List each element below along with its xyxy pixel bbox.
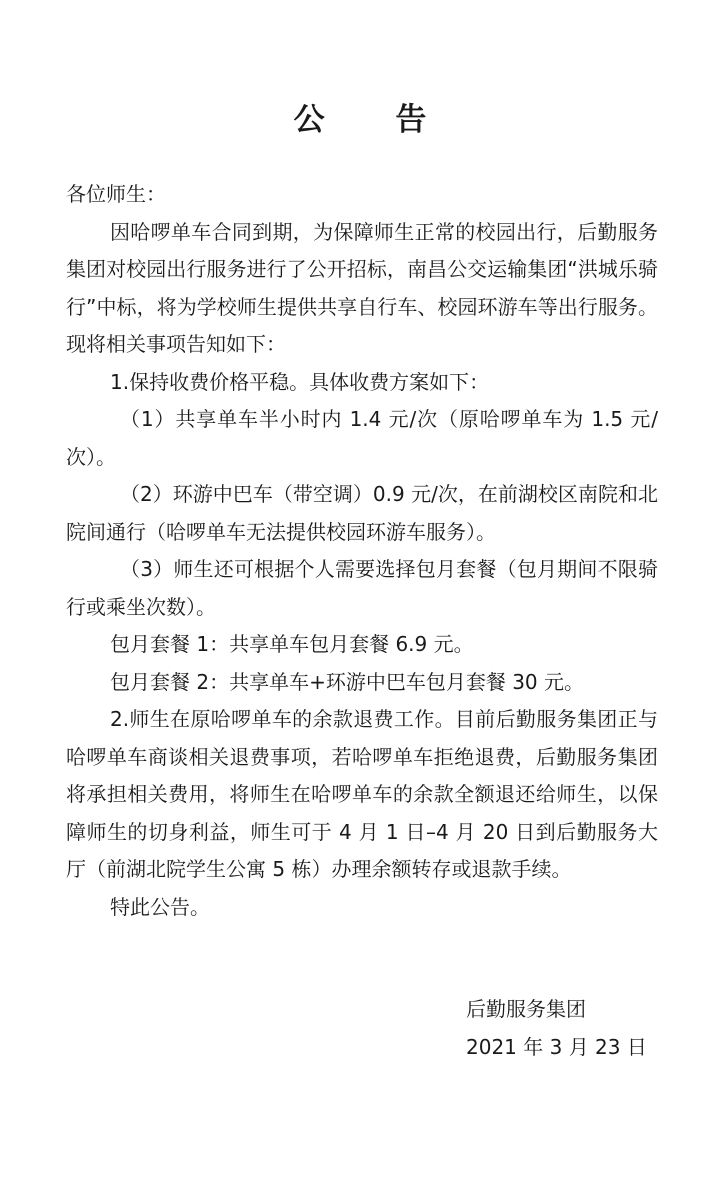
- signature-date: 2021 年 3 月 23 日: [466, 1035, 647, 1059]
- package-2: 包月套餐 2：共享单车+环游中巴车包月套餐 30 元。: [110, 669, 585, 694]
- package-1: 包月套餐 1：共享单车包月套餐 6.9 元。: [110, 632, 474, 656]
- item-1-3: （3）师生还可根据个人需要选择包月套餐（包月期间不限骑行或乘坐次数）。: [66, 557, 658, 619]
- notice-title: 公 告: [293, 102, 457, 138]
- item-2-paragraph: 2.师生在原哈啰单车的余款退费工作。目前后勤服务集团正与哈啰单车商谈相关退费事项，若哈啰单车拒绝退费，后勤服务集团将承担相关费用，将师生在哈啰单车的余款全额退还给师生，以保障师生的切身利益，师生可于 4 月 1 日–4 月 20 日到后勤服务大厅（前湖北院学生公寓 5 栋）办理余额转存或退款手续。: [66, 707, 658, 881]
- notice-body: [66, 176, 658, 926]
- item-1-heading: 1.保持收费价格平稳。具体收费方案如下：: [110, 369, 490, 394]
- item-1-2: （2）环游中巴车（带空调）0.9 元/次，在前湖校区南院和北院间通行（哈啰单车无法提供校园环游车服务）。: [66, 482, 658, 544]
- signature-block: [466, 990, 647, 1066]
- greeting: 各位师生：: [66, 182, 166, 206]
- closing-line: 特此公告。: [110, 894, 210, 919]
- item-1-1: （1）共享单车半小时内 1.4 元/次（原哈啰单车为 1.5 元/次）。: [66, 407, 658, 469]
- signature-organization: 后勤服务集团: [466, 997, 586, 1021]
- intro-paragraph: 因哈啰单车合同到期，为保障师生正常的校园出行，后勤服务集团对校园出行服务进行了公开招标，南昌公交运输集团“洪城乐骑行”中标，将为学校师生提供共享自行车、校园环游车等出行服务。现将相关事项告知如下：: [66, 219, 658, 356]
